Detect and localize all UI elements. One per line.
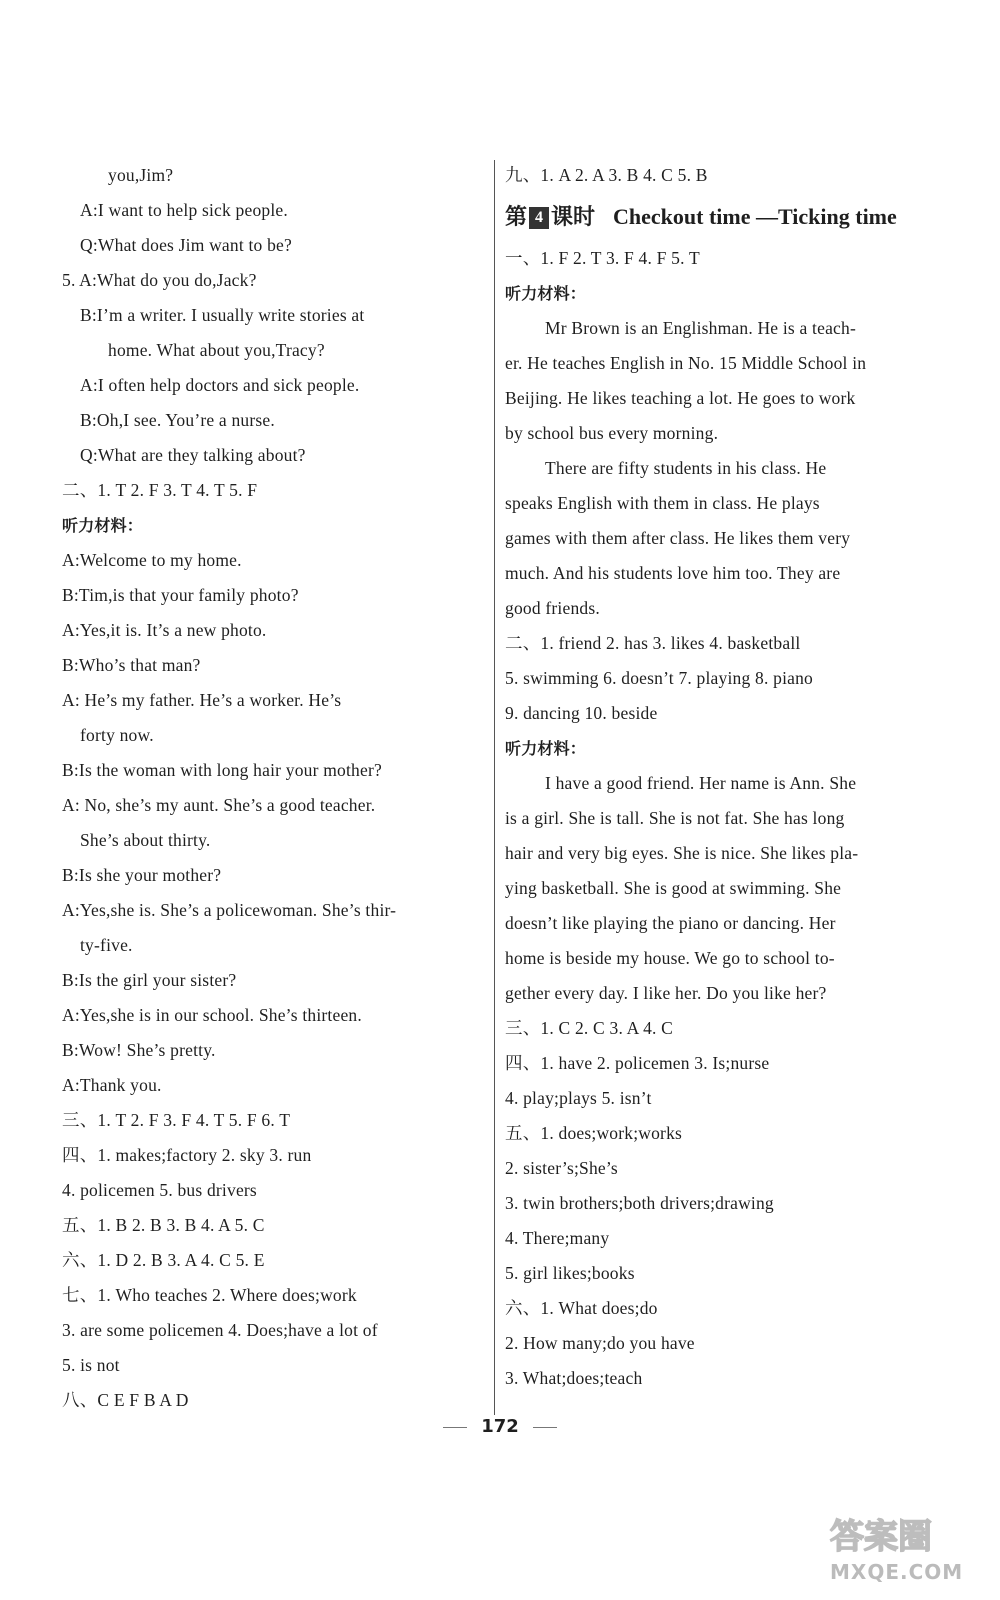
text-line: speaks English with them in class. He plays <box>505 493 820 513</box>
text-line: 5. swimming 6. doesn’t 7. playing 8. piano <box>505 668 813 688</box>
text-line: A:Yes,it is. It’s a new photo. <box>62 620 267 640</box>
text-line: games with them after class. He likes them very <box>505 528 851 548</box>
text-line: Mr Brown is an Englishman. He is a teach- <box>545 318 856 338</box>
text-line: 3. twin brothers;both drivers;drawing <box>505 1193 774 1213</box>
text-line: B:Wow! She’s pretty. <box>62 1040 216 1060</box>
text-line: A:I often help doctors and sick people. <box>80 375 360 395</box>
page-number-dash-left <box>443 1427 467 1428</box>
text-line: 5. A:What do you do,Jack? <box>62 270 257 290</box>
text-line: B:Is the woman with long hair your mother? <box>62 760 382 780</box>
text-line: 六、1. What does;do <box>505 1298 658 1318</box>
watermark-logo-text: 答案圈 <box>830 1517 932 1557</box>
text-line: 2. How many;do you have <box>505 1333 695 1353</box>
text-line: gether every day. I like her. Do you like her? <box>505 983 827 1003</box>
text-line: 五、1. does;work;works <box>505 1123 683 1143</box>
text-line: 3. are some policemen 4. Does;have a lot of <box>62 1320 378 1340</box>
answer-line-9: 九、1. A 2. A 3. B 4. C 5. B <box>505 165 708 185</box>
text-line: 四、1. makes;factory 2. sky 3. run <box>62 1145 312 1165</box>
text-line: 9. dancing 10. beside <box>505 703 658 723</box>
lesson-prefix: 第 <box>505 204 528 229</box>
text-line: A:Yes,she is in our school. She’s thirteen. <box>62 1005 362 1025</box>
text-line: 4. play;plays 5. isn’t <box>505 1088 652 1108</box>
text-line: 4. policemen 5. bus drivers <box>62 1180 257 1200</box>
text-line: 2. sister’s;She’s <box>505 1158 618 1178</box>
text-line: B:Oh,I see. You’re a nurse. <box>80 410 275 430</box>
text-line: B:I’m a writer. I usually write stories at <box>80 305 365 325</box>
text-line: 七、1. Who teaches 2. Where does;work <box>62 1285 357 1305</box>
text-line: 3. What;does;teach <box>505 1368 643 1388</box>
text-line: 三、1. C 2. C 3. A 4. C <box>505 1018 674 1038</box>
right-lines <box>505 241 925 1396</box>
text-line: hair and very big eyes. She is nice. She likes pla- <box>505 843 859 863</box>
listening-material-heading: 听力材料： <box>62 516 144 535</box>
listening-material-heading: 听力材料： <box>505 284 587 303</box>
text-line: 二、1. friend 2. has 3. likes 4. basketball <box>505 633 801 653</box>
lesson-number: 4 <box>529 207 549 229</box>
text-line: A:Welcome to my home. <box>62 550 242 570</box>
listening-material-heading: 听力材料： <box>505 739 587 758</box>
text-line: 二、1. T 2. F 3. T 4. T 5. F <box>62 480 258 500</box>
text-line: Q:What does Jim want to be? <box>80 235 292 255</box>
text-line: I have a good friend. Her name is Ann. She <box>545 773 857 793</box>
text-line: 四、1. have 2. policemen 3. Is;nurse <box>505 1053 770 1073</box>
text-line: Q:What are they talking about? <box>80 445 306 465</box>
text-line: 五、1. B 2. B 3. B 4. A 5. C <box>62 1215 265 1235</box>
text-line: B:Is she your mother? <box>62 865 222 885</box>
page-number-text: 172 <box>481 1416 519 1437</box>
text-line: B:Is the girl your sister? <box>62 970 237 990</box>
text-line: 5. is not <box>62 1355 120 1375</box>
right-column <box>505 158 925 1396</box>
text-line: 一、1. F 2. T 3. F 4. F 5. T <box>505 248 700 268</box>
watermark <box>820 1510 980 1590</box>
text-line: A:Yes,she is. She’s a policewoman. She’s thir- <box>62 900 397 920</box>
text-line: A:Thank you. <box>62 1075 162 1095</box>
text-line: ying basketball. She is good at swimming. She <box>505 878 842 898</box>
text-line: 三、1. T 2. F 3. F 4. T 5. F 6. T <box>62 1110 291 1130</box>
text-line: Beijing. He likes teaching a lot. He goes to work <box>505 388 856 408</box>
text-line: A:I want to help sick people. <box>80 200 288 220</box>
text-line: home. What about you,Tracy? <box>108 340 325 360</box>
lesson-title: Checkout time —Ticking time <box>613 204 897 229</box>
text-line: 5. girl likes;books <box>505 1263 635 1283</box>
text-line: much. And his students love him too. They are <box>505 563 841 583</box>
text-line: 八、C E F B A D <box>62 1390 189 1410</box>
text-line: er. He teaches English in No. 15 Middle School in <box>505 353 867 373</box>
text-line: 4. There;many <box>505 1228 610 1248</box>
page-number-dash-right <box>533 1427 557 1428</box>
watermark-logo-icon <box>820 1510 980 1560</box>
text-line: by school bus every morning. <box>505 423 719 443</box>
column-divider <box>494 160 495 1415</box>
text-line: A: He’s my father. He’s a worker. He’s <box>62 690 342 710</box>
text-line: home is beside my house. We go to school to- <box>505 948 835 968</box>
left-column <box>62 158 482 1418</box>
text-line: 六、1. D 2. B 3. A 4. C 5. E <box>62 1250 265 1270</box>
text-line: doesn’t like playing the piano or dancing. Her <box>505 913 836 933</box>
watermark-text: MXQE.COM <box>830 1560 964 1584</box>
text-line: good friends. <box>505 598 600 618</box>
text-line: A: No, she’s my aunt. She’s a good teacher. <box>62 795 376 815</box>
text-line: ty-five. <box>80 935 133 955</box>
text-line: B:Tim,is that your family photo? <box>62 585 299 605</box>
text-line: She’s about thirty. <box>80 830 211 850</box>
lesson-suffix: 课时 <box>551 204 596 229</box>
page-number <box>0 1416 1000 1437</box>
text-line: you,Jim? <box>108 165 174 185</box>
text-line: forty now. <box>80 725 154 745</box>
text-line: There are fifty students in his class. He <box>545 458 827 478</box>
text-line: is a girl. She is tall. She is not fat. She has long <box>505 808 845 828</box>
text-line: B:Who’s that man? <box>62 655 201 675</box>
lesson-heading <box>505 193 925 241</box>
